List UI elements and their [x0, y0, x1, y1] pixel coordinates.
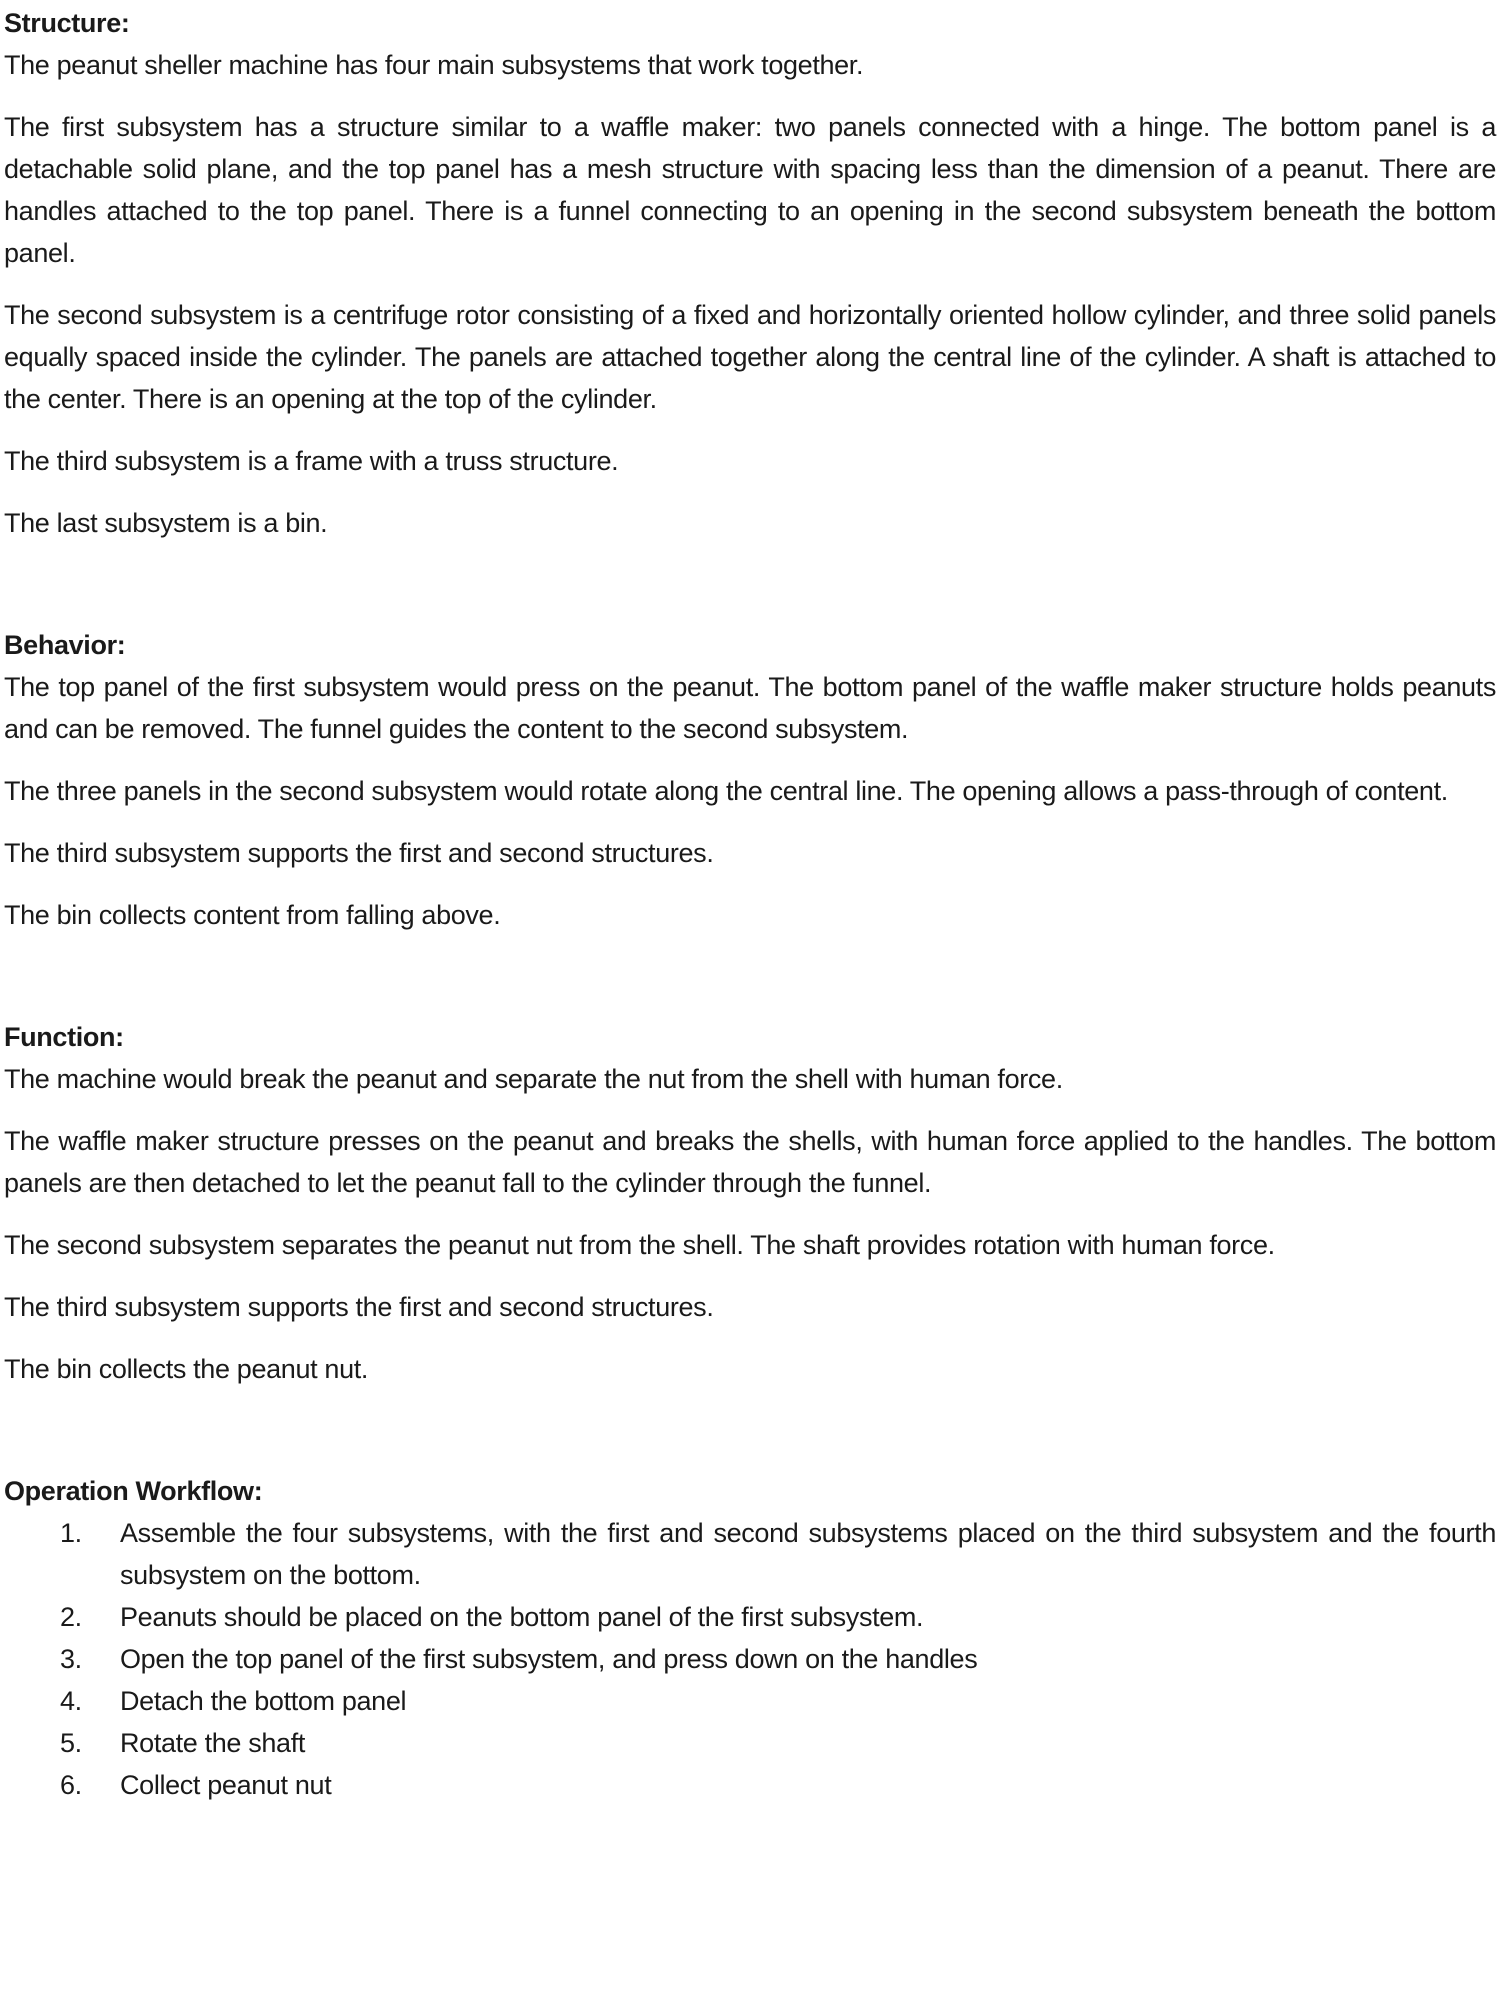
section-heading: Function: [4, 1022, 124, 1052]
section-function [4, 1014, 1496, 1390]
section-operation-workflow [4, 1468, 1496, 1806]
step-text: Collect peanut nut [120, 1770, 332, 1800]
step-text: Detach the bottom panel [120, 1686, 407, 1716]
paragraph: The peanut sheller machine has four main subsystems that work together. [4, 50, 864, 80]
list-item [4, 1680, 1496, 1722]
list-item [4, 1596, 1496, 1638]
step-text: Peanuts should be placed on the bottom panel of the first subsystem. [120, 1602, 924, 1632]
paragraph: The third subsystem supports the first and second structures. [4, 838, 714, 868]
step-number: 5. [60, 1728, 82, 1758]
paragraph: The second subsystem separates the peanut nut from the shell. The shaft provides rotation with human force. [4, 1230, 1275, 1260]
step-text: Rotate the shaft [120, 1728, 306, 1758]
list-item [4, 1764, 1496, 1806]
step-number: 6. [60, 1770, 82, 1800]
step-number: 2. [60, 1602, 82, 1632]
paragraph: The second subsystem is a centrifuge rotor consisting of a fixed and horizontally oriented hollow cylinder, and three solid panels equally spaced inside the cylinder. The panels are attached together along the central line of the cylinder. A shaft is attached to the center. There is an opening at the top of the cylinder. [4, 300, 1496, 414]
step-number: 4. [60, 1686, 82, 1716]
step-number: 3. [60, 1644, 82, 1674]
section-heading: Operation Workflow: [4, 1476, 263, 1506]
paragraph: The first subsystem has a structure similar to a waffle maker: two panels connected with a hinge. The bottom panel is a detachable solid plane, and the top panel has a mesh structure with spacing less than the dimension of a peanut. There are handles attached to the top panel. There is a funnel connecting to an opening in the second subsystem beneath the bottom panel. [4, 112, 1496, 268]
document [4, 0, 1496, 1806]
paragraph: The third subsystem supports the first and second structures. [4, 1292, 714, 1322]
section-structure [4, 0, 1496, 544]
paragraph: The bin collects content from falling above. [4, 900, 501, 930]
section-heading: Structure: [4, 8, 130, 38]
step-text: Assemble the four subsystems, with the first and second subsystems placed on the third subsystem and the fourth subsystem on the bottom. [120, 1518, 1496, 1590]
workflow-steps-list [4, 1512, 1496, 1806]
list-item [4, 1638, 1496, 1680]
paragraph: The three panels in the second subsystem would rotate along the central line. The opening allows a pass-through of content. [4, 776, 1448, 806]
paragraph: The third subsystem is a frame with a truss structure. [4, 446, 619, 476]
section-heading: Behavior: [4, 630, 126, 660]
paragraph: The bin collects the peanut nut. [4, 1354, 369, 1384]
paragraph: The machine would break the peanut and separate the nut from the shell with human force. [4, 1064, 1063, 1094]
list-item [4, 1722, 1496, 1764]
paragraph: The top panel of the first subsystem would press on the peanut. The bottom panel of the waffle maker structure holds peanuts and can be removed. The funnel guides the content to the second subsystem. [4, 672, 1496, 744]
section-behavior [4, 622, 1496, 936]
paragraph: The last subsystem is a bin. [4, 508, 328, 538]
step-text: Open the top panel of the first subsystem, and press down on the handles [120, 1644, 978, 1674]
list-item [4, 1512, 1496, 1596]
step-number: 1. [60, 1518, 82, 1548]
paragraph: The waffle maker structure presses on the peanut and breaks the shells, with human force applied to the handles. The bottom panels are then detached to let the peanut fall to the cylinder through the funnel. [4, 1126, 1496, 1198]
